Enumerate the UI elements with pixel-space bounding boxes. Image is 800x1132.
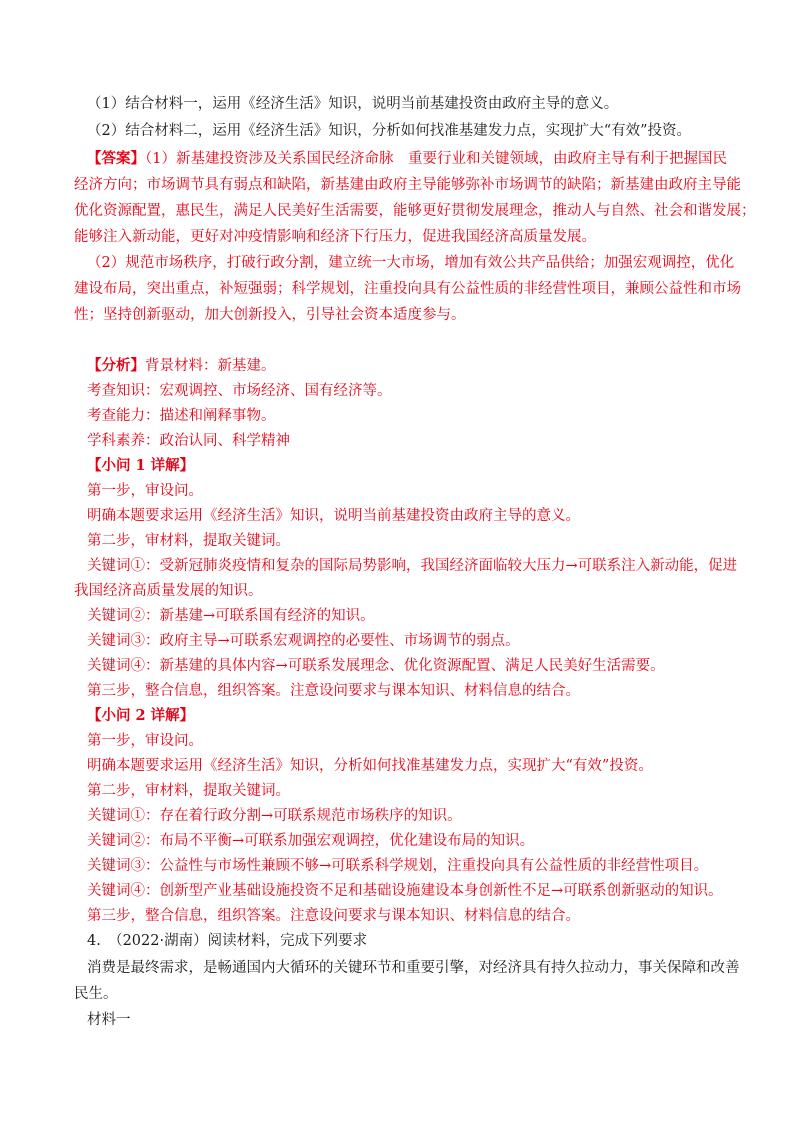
- analysis-ability: 考查能力：描述和阐释事物。: [87, 408, 276, 424]
- detail1-step3: 第三步，整合信息，组织答案。注意设问要求与课本知识、材料信息的结合。: [87, 683, 580, 699]
- answer-p2-line1: （2）规范市场秩序，打破行政分割，建立统一大市场，增加有效公共产品供给；加强宏观调控，优化: [87, 255, 735, 271]
- detail1-keyword-4: 关键词④：新基建的具体内容→可联系发展理念、优化资源配置、满足人民美好生活需要。: [87, 658, 665, 674]
- detail1-keyword-2: 关键词②：新基建→可联系国有经济的知识。: [87, 608, 375, 624]
- detail2-keyword-1: 关键词①：存在着行政分割→可联系规范市场秩序的知识。: [87, 808, 462, 824]
- detail1-keyword-1-line2: 我国经济高质量发展的知识。: [74, 583, 263, 599]
- detail2-step3: 第三步，整合信息，组织答案。注意设问要求与课本知识、材料信息的结合。: [87, 908, 580, 924]
- detail1-keyword-1-line1: 关键词①：受新冠肺炎疫情和复杂的国际局势影响，我国经济面临较大压力→可联系注入新动能，促进: [87, 558, 738, 574]
- analysis-literacy: 学科素养：政治认同、科学精神: [87, 433, 290, 449]
- question-2: （2）结合材料二，运用《经济生活》知识，分析如何找准基建发力点，实现扩大“有效”投资。: [87, 123, 692, 139]
- detail1-step2: 第二步，审材料，提取关键词。: [87, 533, 290, 549]
- question-1: （1）结合材料一，运用《经济生活》知识，说明当前基建投资由政府主导的意义。: [87, 96, 619, 112]
- analysis-knowledge: 考查知识：宏观调控、市场经济、国有经济等。: [87, 383, 392, 399]
- detail1-heading: 【小问 1 详解】: [87, 457, 195, 474]
- detail2-keyword-2: 关键词②：布局不平衡→可联系加强宏观调控，优化建设布局的知识。: [87, 833, 535, 849]
- detail1-clarify: 明确本题要求运用《经济生活》知识，说明当前基建投资由政府主导的意义。: [87, 508, 580, 524]
- question-4-material: 材料一: [87, 1012, 131, 1028]
- answer-p1-line2: 经济方向；市场调节具有弱点和缺陷，新基建由政府主导能够弥补市场调节的缺陷；新基建由政府主导能: [74, 177, 741, 193]
- answer-p2-line2: 建设布局，突出重点，补短强弱；科学规划，注重投向具有公益性质的非经营性项目，兼顾公益性和市场: [74, 281, 741, 297]
- question-4-intro-line2: 民生。: [74, 986, 118, 1002]
- answer-line-1: [87, 149, 747, 169]
- detail2-keyword-4: 关键词④：创新型产业基础设施投资不足和基础设施建设本身创新性不足→可联系创新驱动的知识。: [87, 883, 723, 899]
- detail1-keyword-3: 关键词③：政府主导→可联系宏观调控的必要性、市场调节的弱点。: [87, 633, 520, 649]
- detail2-step1: 第一步，审设问。: [87, 733, 203, 749]
- detail2-clarify: 明确本题要求运用《经济生活》知识，分析如何找准基建发力点，实现扩大“有效”投资。: [87, 758, 653, 774]
- answer-p1-line1: （1）新基建投资涉及关系国民经济命脉 重要行业和关键领域，由政府主导有利于把握国民: [145, 151, 727, 167]
- answer-label: 【答案】: [87, 150, 145, 167]
- answer-p1-line4: 能够注入新动能，更好对冲疫情影响和经济下行压力，促进我国经济高质量发展。: [74, 229, 596, 245]
- question-4-intro-line1: 消费是最终需求，是畅通国内大循环的关键环节和重要引擎，对经济具有持久拉动力，事关保障和改善: [87, 960, 740, 976]
- analysis-background: 背景材料：新基建。: [145, 358, 276, 374]
- detail2-keyword-3: 关键词③：公益性与市场性兼顾不够→可联系科学规划，注重投向具有公益性质的非经营性项目。: [87, 858, 709, 874]
- detail2-step2: 第二步，审材料，提取关键词。: [87, 783, 290, 799]
- answer-p2-line3: 性；坚持创新驱动，加大创新投入，引导社会资本适度参与。: [74, 307, 466, 323]
- answer-p1-line3: 优化资源配置，惠民生，满足人民美好生活需要，能够更好贯彻发展理念，推动人与自然、社会和谐发展；: [74, 203, 756, 219]
- analysis-line: [87, 356, 747, 376]
- analysis-label: 【分析】: [87, 357, 145, 374]
- question-4-title: 4. （2022·湖南）阅读材料，完成下列要求: [87, 933, 368, 949]
- detail2-heading: 【小问 2 详解】: [87, 707, 195, 724]
- detail1-step1: 第一步，审设问。: [87, 483, 203, 499]
